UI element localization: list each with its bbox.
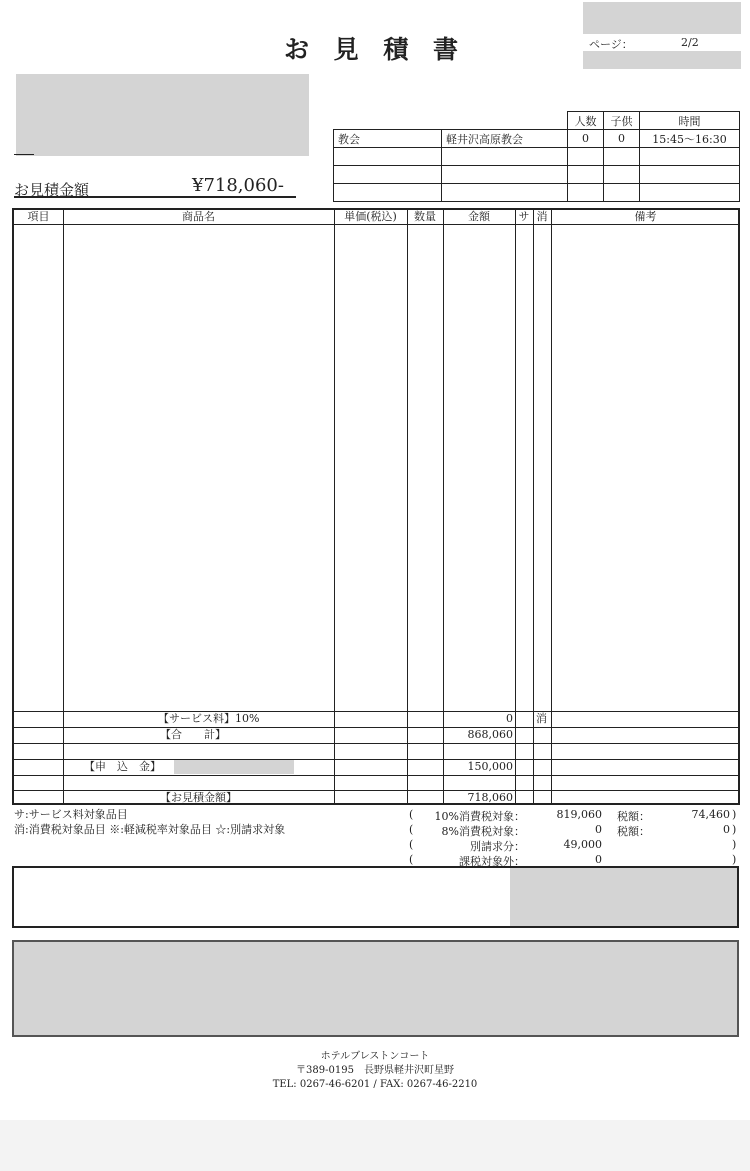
document-title: お 見 積 書	[283, 35, 467, 64]
table-cell: 0	[604, 130, 640, 148]
estimate-amount-label: お見積金額	[14, 181, 90, 199]
redacted-customer-name	[16, 74, 309, 156]
tax-label: 課税対象外：	[459, 855, 525, 868]
tax-label: 別請求分：	[470, 840, 525, 853]
redacted-block	[510, 868, 737, 926]
estimate-page: お 見 積 書 ページ： 2/2 お見積金額 ¥718,060- 人数 子供 時間 教会 軽井沢高原教会 0 0 15:45〜16:30 項目 商品名 単価(税込) 数量 金額 サ 消 備考 【サービス料】10% 0 消 【合 計】 868,060 【申 込 金】 150,000 【お見積金額】 718,060 サ:サービス料対象品目 消:消費税対象品目 ※:軽減税率対象品目 ☆:別請求対象 ( 10%消費税対象： 819,060 税額： 74,460 ) ( 8%消費税対象： 0 税額： 0 ) ( 別請求分： 49,000 ) ( 課税対象外： 0 ) ホテルブレストンコート 〒389-0195 長野県軽井沢町星野 TEL: 0267-46-6201 / FAX: 0267-46-2210	[0, 0, 750, 1120]
header-cell: 人数	[568, 112, 604, 130]
total-label: 【合 計】	[160, 728, 226, 741]
event-row	[334, 166, 740, 184]
table-header	[14, 210, 738, 225]
legend-note: サ:サービス料対象品目	[14, 808, 128, 821]
service-charge-label: 【サービス料】10%	[158, 712, 260, 725]
tax-value: 0	[595, 823, 602, 836]
redacted-block	[583, 51, 741, 69]
redacted-terms-box	[12, 940, 739, 1037]
service-charge-amount: 0	[506, 712, 513, 725]
remarks-box	[12, 866, 739, 928]
tax-flag: 消	[536, 712, 547, 725]
divider	[14, 196, 296, 198]
header-cell: サ	[518, 210, 530, 223]
event-table	[333, 111, 740, 202]
event-row	[334, 130, 740, 148]
legend-note: 消:消費税対象品目 ※:軽減税率対象品目 ☆:別請求対象	[14, 823, 286, 836]
tax-amount-value: 0	[723, 823, 730, 836]
tax-value: 49,000	[563, 838, 602, 851]
header-cell: 時間	[640, 112, 740, 130]
event-row	[334, 184, 740, 202]
tax-amount-value: 74,460	[691, 808, 730, 821]
tax-value: 0	[595, 853, 602, 866]
deposit-label: 【申 込 金】	[84, 760, 161, 773]
hotel-address: 〒389-0195 長野県軽井沢町星野	[296, 1065, 454, 1076]
estimate-total-label: 【お見積金額】	[160, 791, 237, 804]
page-label: ページ：	[589, 38, 633, 51]
header-cell: 項目	[27, 210, 50, 223]
tax-amount-label: 税額：	[617, 825, 650, 838]
estimate-total-amount: 718,060	[467, 791, 513, 804]
tax-value: 819,060	[556, 808, 602, 821]
items-table	[12, 208, 740, 805]
table-cell: 15:45〜16:30	[640, 130, 740, 148]
table-cell: 0	[568, 130, 604, 148]
header-cell: 備考	[634, 210, 657, 223]
tax-label: 10%消費税対象：	[434, 810, 525, 823]
page-number: 2/2	[681, 36, 699, 49]
tax-amount-label: 税額：	[617, 810, 650, 823]
event-row	[334, 148, 740, 166]
deposit-amount: 150,000	[467, 760, 513, 773]
table-cell: 軽井沢高原教会	[442, 130, 568, 148]
header-cell: 金額	[468, 210, 490, 223]
header-cell: 消	[536, 210, 548, 223]
redacted-block	[174, 760, 294, 774]
table-cell: 教会	[334, 130, 442, 148]
page-info	[583, 2, 741, 68]
header-cell: 数量	[414, 210, 436, 223]
total-amount: 868,060	[467, 728, 513, 741]
header-cell: 商品名	[182, 210, 215, 223]
hotel-name: ホテルブレストンコート	[320, 1051, 430, 1062]
redacted-block	[583, 2, 741, 34]
header-cell: 子供	[604, 112, 640, 130]
header-cell: 単価(税込)	[344, 210, 397, 223]
hotel-footer	[0, 1050, 750, 1092]
tax-label: 8%消費税対象：	[441, 825, 525, 838]
estimate-amount-value: ¥718,060-	[192, 175, 284, 196]
hotel-phone: TEL: 0267-46-6201 / FAX: 0267-46-2210	[272, 1079, 478, 1090]
divider	[14, 154, 34, 155]
